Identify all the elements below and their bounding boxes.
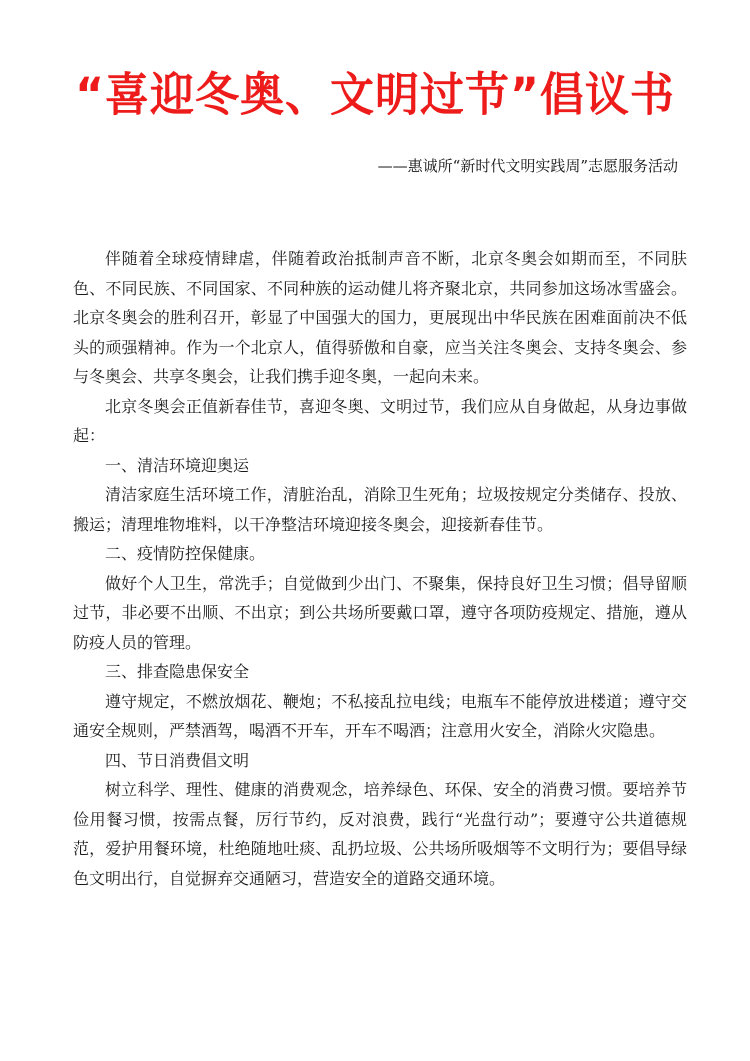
document-title: “喜迎冬奥、文明过节”倡议书 (75, 68, 675, 123)
section-heading-epidemic: 二、疫情防控保健康。 (105, 544, 266, 563)
section-heading-consumption: 四、节日消费倡文明 (105, 750, 250, 770)
section-heading-safety: 三、排查隐患保安全 (105, 662, 250, 681)
section-body-safety: 遵守规定，不燃放烟花、鞭炮；不私接乱拉电线；电瓶车不能停放进楼道；遵守交通安全规则，严禁酒驾，喝酒不开车，开车不喝酒；注意用火安全，消除火灾隐患。 (73, 691, 687, 740)
section-body-consumption: 树立科学、理性、健康的消费观念，培养绿色、环保、安全的消费习惯。要培养节俭用餐习惯，按需点餐，厉行节约，反对浪费，践行“光盘行动”；要遵守公共道德规范，爱护用餐环境，杜绝随地吐痰、乱扔垃圾、公共场所吸烟等不文明行为；要倡导绿色文明出行，自觉摒弃交通陋习，营造安全的道路交通环境。 (73, 780, 687, 888)
section-heading-environment: 一、清洁环境迎奥运 (105, 455, 250, 475)
intro-paragraph: 伴随着全球疫情肆虐，伴随着政治抵制声音不断，北京冬奥会如期而至，不同肤色、不同民族、不同国家、不同种族的运动健儿将齐聚北京，共同参加这场冰雪盛会。北京冬奥会的胜利召开，彰显了中国强大的国力，更展现出中华民族在困难面前决不低头的顽强精神。作为一个北京人，值得骄傲和自豪，应当关注冬奥会、支持冬奥会、参与冬奥会、共享冬奥会，让我们携手迎冬奥，一起向未来。 (73, 249, 687, 386)
call-paragraph: 北京冬奥会正值新春佳节，喜迎冬奥、文明过节，我们应从自身做起，从身边事做起： (73, 396, 687, 445)
section-body-epidemic: 做好个人卫生，常洗手；自觉做到少出门、不聚集，保持良好卫生习惯；倡导留顺过节，非必要不出顺、不出京；到公共场所要戴口罩，遵守各项防疫规定、措施，遵从防疫人员的管理。 (73, 573, 687, 652)
section-body-environment: 清洁家庭生活环境工作，清脏治乱，消除卫生死角；垃圾按规定分类储存、投放、搬运；清理堆物堆料，以干净整洁环境迎接冬奥会，迎接新春佳节。 (73, 485, 687, 534)
document-body (73, 244, 687, 893)
document-subtitle: ——惠诚所“新时代文明实践周”志愿服务活动 (377, 157, 678, 175)
